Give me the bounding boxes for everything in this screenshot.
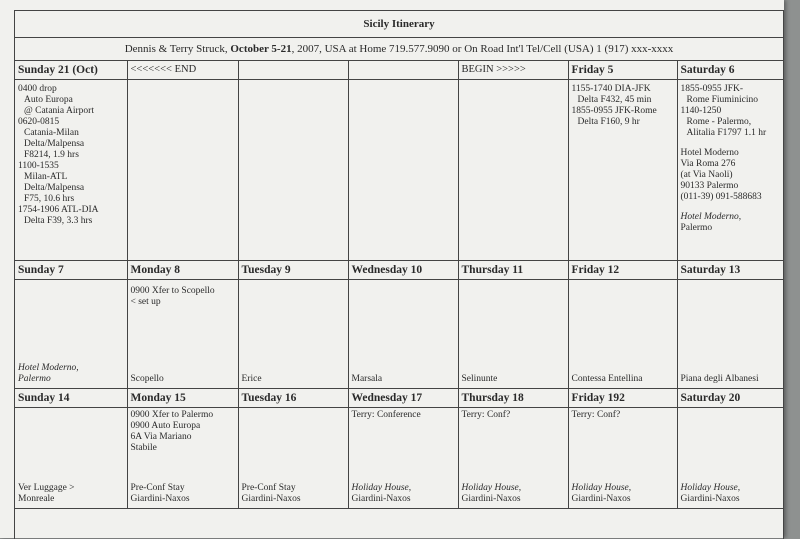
location-line: Giardini-Naxos — [351, 494, 411, 504]
day-cell-friday-5 — [568, 80, 677, 261]
day-header: Saturday 6 — [677, 61, 783, 80]
location-label: Contessa Entellina — [571, 374, 643, 384]
itinerary-calendar — [15, 61, 783, 509]
day-header: Sunday 21 (Oct) — [15, 61, 127, 80]
note-line: 0400 drop — [18, 84, 57, 94]
note-line: Via Roma 276 — [680, 159, 736, 169]
location-line: Pre-Conf Stay — [130, 483, 185, 493]
note-line: (at Via Naoli) — [680, 170, 733, 180]
day-cell — [15, 280, 127, 389]
note-line: Rome - Palermo, — [686, 117, 752, 127]
day-header: Sunday 14 — [15, 389, 127, 408]
location-line: Pre-Conf Stay — [241, 483, 296, 493]
location-label — [131, 483, 236, 505]
location-label — [681, 483, 782, 505]
day-header — [238, 61, 348, 80]
location-line: Holiday House, — [680, 483, 741, 493]
week1-body-row — [15, 80, 783, 261]
note-line: F75, 10.6 hrs — [24, 194, 75, 204]
location-line: Giardini-Naxos — [130, 494, 190, 504]
day-cell — [348, 280, 458, 389]
document-title: Sicily Itinerary — [15, 11, 783, 38]
note-line: Rome Fiuminicino — [686, 95, 759, 105]
location-line: Ver Luggage > — [18, 483, 75, 493]
note-line: (011-39) 091-588683 — [680, 192, 762, 202]
note-line: Catania-Milan — [24, 128, 79, 138]
location-label: Piana degli Albanesi — [680, 374, 759, 384]
day-header: Saturday 20 — [677, 389, 783, 408]
cell-note: 0900 Xfer to Scopello < set up — [130, 286, 215, 307]
note-line: Delta F160, 9 hr — [577, 117, 640, 127]
note-line: 1100-1535 — [18, 161, 59, 171]
location-line: Holiday House, — [351, 483, 412, 493]
location-line: Monreale — [18, 494, 55, 504]
note-line: 90133 Palermo — [680, 181, 739, 191]
day-header: Friday 12 — [568, 261, 677, 280]
location-label: Hotel Moderno, Palermo — [18, 363, 79, 384]
location-line: Giardini-Naxos — [571, 494, 631, 504]
day-cell — [458, 408, 568, 509]
note-line: 1855-0955 JFK-Rome — [571, 106, 657, 116]
note-line: 1155-1740 DIA-JFK — [571, 84, 651, 94]
trip-dates: October 5-21 — [230, 43, 292, 55]
note-line: Hotel Moderno — [680, 148, 739, 158]
day-cell — [127, 408, 238, 509]
cell-note: Terry: Conference — [351, 410, 421, 420]
day-cell-empty — [238, 80, 348, 261]
location-line: Giardini-Naxos — [680, 494, 740, 504]
day-cell — [15, 408, 127, 509]
traveler-names: Dennis & Terry Struck, — [124, 43, 231, 55]
day-header: BEGIN >>>>> — [458, 61, 568, 80]
day-cell-sunday-21 — [15, 80, 127, 261]
contact-info: , 2007, USA at Home 719.577.9090 or On Road Int'l Tel/Cell (USA) 1 (917) xxx-xxxx — [291, 43, 674, 55]
day-header: Thursday 11 — [458, 261, 568, 280]
note-line: Alitalia F1797 1.1 hr — [686, 128, 767, 138]
week1-header-row — [15, 61, 783, 80]
day-cell-empty — [127, 80, 238, 261]
day-cell — [127, 280, 238, 389]
day-cell — [458, 280, 568, 389]
day-cell — [238, 408, 348, 509]
day-cell — [568, 280, 677, 389]
note-line: 0620-0815 — [18, 117, 60, 127]
day-header: Saturday 13 — [677, 261, 783, 280]
location-label: Scopello — [130, 374, 164, 384]
note-line: F8214, 1.9 hrs — [24, 150, 79, 160]
day-cell — [568, 408, 677, 509]
location-label — [352, 483, 456, 505]
week2-header-row — [15, 261, 783, 280]
location-line: Giardini-Naxos — [241, 494, 301, 504]
day-header: Wednesday 10 — [348, 261, 458, 280]
note-line: Delta F39, 3.3 hrs — [24, 216, 93, 226]
note-line: Delta/Malpensa — [24, 139, 85, 149]
note-line: 1754-1906 ATL-DIA — [18, 205, 99, 215]
day-header: Friday 5 — [568, 61, 677, 80]
day-cell — [238, 280, 348, 389]
day-header: Friday 192 — [568, 389, 677, 408]
location-label: Erice — [241, 374, 262, 384]
note-line: Auto Europa — [24, 95, 73, 105]
day-cell-empty — [348, 80, 458, 261]
note-line: 1855-0955 JFK- — [680, 84, 744, 94]
week3-header-row — [15, 389, 783, 408]
note-line: Delta F432, 45 min — [577, 95, 652, 105]
day-cell — [677, 408, 783, 509]
day-header: Monday 15 — [127, 389, 238, 408]
note-line: @ Catania Airport — [24, 106, 94, 116]
day-cell — [348, 408, 458, 509]
lodging-note: Hotel Moderno, — [680, 212, 742, 222]
location-line: Holiday House, — [571, 483, 632, 493]
day-cell — [677, 280, 783, 389]
day-header — [348, 61, 458, 80]
note-line: Milan-ATL — [24, 172, 68, 182]
cell-note: 0900 Xfer to Palermo 0900 Auto Europa 6A Via Mariano Stabile — [130, 410, 214, 453]
day-header: <<<<<<< END — [127, 61, 238, 80]
week3-body-row — [15, 408, 783, 509]
location-label — [572, 483, 675, 505]
day-header: Tuesday 9 — [238, 261, 348, 280]
location-label — [242, 483, 346, 505]
day-header: Wednesday 17 — [348, 389, 458, 408]
day-cell-saturday-6 — [677, 80, 783, 261]
note-line: 1140-1250 — [680, 106, 722, 116]
day-cell-empty — [458, 80, 568, 261]
day-header: Thursday 18 — [458, 389, 568, 408]
day-header: Monday 8 — [127, 261, 238, 280]
location-line: Holiday House, — [461, 483, 522, 493]
itinerary-document — [14, 10, 784, 539]
location-label: Marsala — [351, 374, 383, 384]
location-line: Giardini-Naxos — [461, 494, 521, 504]
day-header: Tuesday 16 — [238, 389, 348, 408]
cell-note: Terry: Conf? — [571, 410, 621, 420]
document-subtitle — [15, 38, 783, 61]
cell-note: Terry: Conf? — [461, 410, 511, 420]
location-label: Selinunte — [461, 374, 498, 384]
location-label — [18, 483, 125, 505]
week2-body-row — [15, 280, 783, 389]
location-label — [462, 483, 566, 505]
lodging-note: Palermo — [680, 223, 713, 233]
note-line: Delta/Malpensa — [24, 183, 85, 193]
day-header: Sunday 7 — [15, 261, 127, 280]
